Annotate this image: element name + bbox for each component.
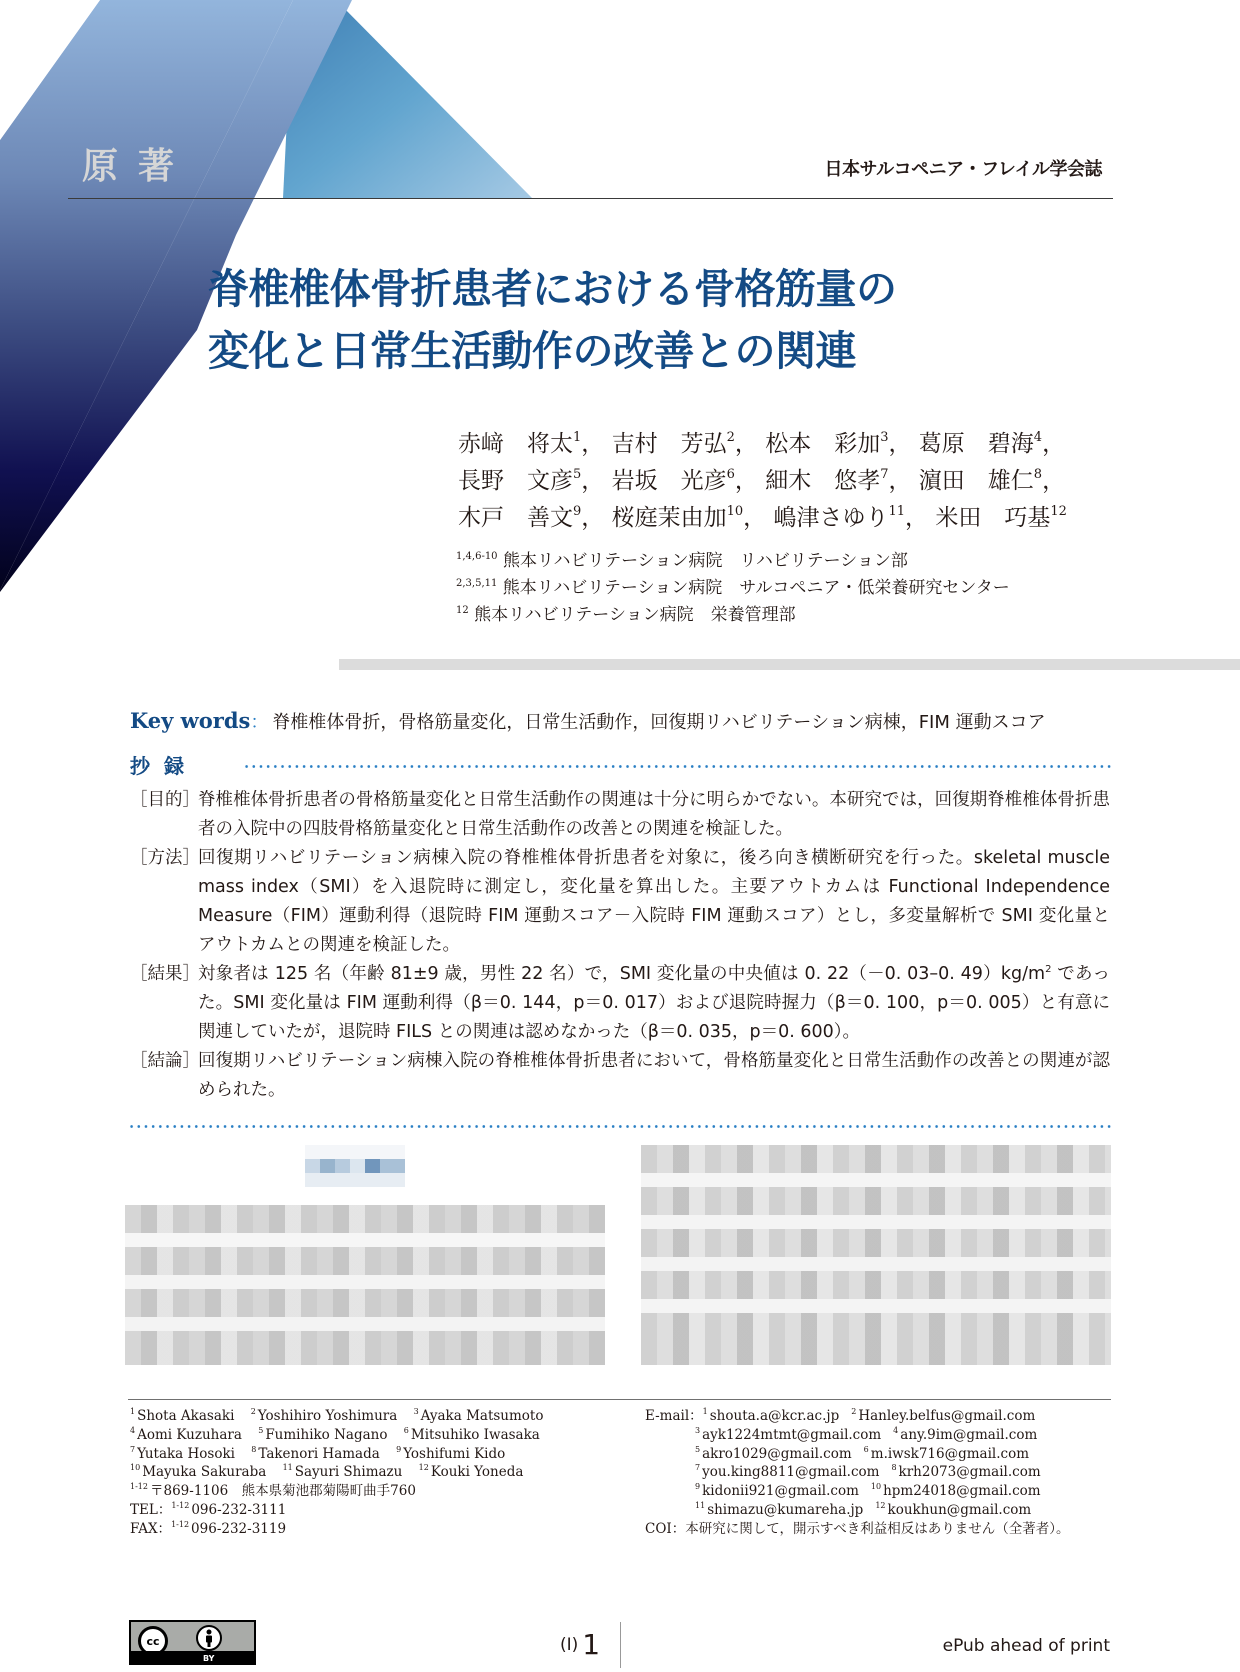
email-row: E-mail：$^1$ shouta.a@kcr.ac.jp $^2$ Hanley.belfus@gmail.com xyxy=(645,1407,1036,1424)
email-row: $^9$ kidonii921@gmail.com $^{10}$ hpm24018@gmail.com xyxy=(695,1482,1041,1500)
email-link[interactable]: any.9im@gmail.com xyxy=(900,1426,1038,1443)
attribution-person-icon xyxy=(196,1625,222,1651)
affiliation-list xyxy=(456,548,1136,629)
email-link[interactable]: kidonii921@gmail.com xyxy=(702,1483,859,1500)
redacted-english-title xyxy=(305,1145,405,1187)
author: 葛原 碧海$^4$， xyxy=(918,430,1066,457)
email-link[interactable]: Hanley.belfus@gmail.com xyxy=(858,1408,1036,1424)
footnote-name-row: $^{10}$ Mayuka Sakuraba $^{11}$ Sayuri Shimazu $^{12}$ Kouki Yoneda xyxy=(130,1463,524,1481)
dotted-divider xyxy=(128,1125,1111,1128)
email-link[interactable]: krh2073@gmail.com xyxy=(898,1464,1041,1481)
author-footnotes xyxy=(130,1407,610,1539)
title-line-1: 脊椎椎体骨折患者における骨格筋量の xyxy=(208,265,897,313)
footnote-divider xyxy=(128,1399,1111,1400)
article-category: 原著 xyxy=(82,146,195,187)
email-link[interactable]: m.iwsk716@gmail.com xyxy=(870,1445,1030,1462)
section-divider-bar xyxy=(339,659,1240,670)
email-footnotes xyxy=(645,1407,1125,1539)
cc-by-license-badge[interactable] xyxy=(129,1620,256,1665)
footnote-fax: FAX：$^{1-12}$ 096-232-3119 xyxy=(130,1519,287,1537)
email-link[interactable]: akro1029@gmail.com xyxy=(702,1445,852,1462)
title-line-2: 変化と日常生活動作の改善との関連 xyxy=(208,327,856,375)
footer-divider xyxy=(620,1622,621,1668)
keywords: Key words： 脊椎椎体骨折，骨格筋量変化，日常生活動作，回復期リハビリテーション病棟，FIM 運動スコア xyxy=(130,708,1046,733)
keywords-text: 脊椎椎体骨折，骨格筋量変化，日常生活動作，回復期リハビリテーション病棟，FIM 運動スコア xyxy=(272,712,1046,733)
by-label: BY xyxy=(203,1654,215,1663)
redacted-gap xyxy=(641,1299,1111,1313)
redacted-gap xyxy=(641,1173,1111,1187)
license-strip xyxy=(131,1651,254,1663)
email-link[interactable]: ayk1224mtmt@gmail.com xyxy=(702,1426,882,1443)
journal-name: 日本サルコペニア・フレイル学会誌 xyxy=(824,159,1102,180)
author: 桜庭茉由加$^{10}$， xyxy=(611,504,767,531)
header-divider xyxy=(68,198,1113,199)
affiliation: $^{1,4,6-10}$ 熊本リハビリテーション病院 リハビリテーション部 xyxy=(456,551,908,571)
abstract-body xyxy=(130,786,1110,1105)
author: 岩坂 光彦$^6$， xyxy=(611,467,758,494)
footnote-address: $^{1-12}$ 〒869-1106 熊本県菊池郡菊陽町曲手760 xyxy=(130,1482,416,1500)
author-row xyxy=(458,463,1118,500)
footnote-name-row: $^4$ Aomi Kuzuhara $^5$ Fumihiko Nagano $^6$ Mitsuhiko Iwasaka xyxy=(130,1425,540,1443)
author: 嶋津さゆり$^{11}$， xyxy=(773,504,928,531)
email-link[interactable]: you.king8811@gmail.com xyxy=(702,1464,880,1481)
email-row: $^3$ ayk1224mtmt@gmail.com $^4$ any.9im@gmail.com xyxy=(695,1425,1038,1443)
author: 長野 文彦$^5$， xyxy=(458,467,605,494)
abstract-section-conclusion: ［結論］ 回復期リハビリテーション病棟入院の脊椎椎体骨折患者において，骨格筋量変化と日常生活動作の改善との関連が認められた。 xyxy=(130,1051,1110,1100)
redacted-gap xyxy=(125,1275,605,1289)
article-title xyxy=(208,258,1108,382)
footnote-name-row: $^1$ Shota Akasaki $^2$ Yoshihiro Yoshimura $^3$ Ayaka Matsumoto xyxy=(130,1407,544,1424)
email-link[interactable]: shouta.a@kcr.ac.jp xyxy=(709,1408,840,1424)
affiliation: $^{12}$ 熊本リハビリテーション病院 栄養管理部 xyxy=(456,605,796,625)
email-link[interactable]: shimazu@kumareha.jp xyxy=(707,1501,864,1518)
email-row: $^5$ akro1029@gmail.com $^6$ m.iwsk716@gmail.com xyxy=(695,1444,1030,1462)
email-link[interactable]: hpm24018@gmail.com xyxy=(883,1483,1041,1500)
email-row: $^{11}$ shimazu@kumareha.jp $^{12}$ koukhun@gmail.com xyxy=(695,1500,1032,1518)
redacted-gap xyxy=(125,1233,605,1247)
author: 吉村 芳弘$^2$， xyxy=(611,430,758,457)
author-row xyxy=(458,500,1118,537)
author: 赤﨑 将太$^1$， xyxy=(458,430,605,457)
author: 細木 悠孝$^7$， xyxy=(765,467,912,494)
author: 松本 彩加$^3$， xyxy=(765,430,912,457)
redacted-gap xyxy=(125,1317,605,1331)
email-row: $^7$ you.king8811@gmail.com $^8$ krh2073@gmail.com xyxy=(695,1463,1041,1481)
author-row xyxy=(458,426,1118,463)
redacted-gap xyxy=(641,1257,1111,1271)
creative-commons-icon: cc xyxy=(138,1626,168,1656)
footnote-name-row: $^7$ Yutaka Hosoki $^8$ Takenori Hamada $^9$ Yoshifumi Kido xyxy=(130,1444,506,1462)
author: 濵田 雄仁$^8$， xyxy=(918,467,1066,494)
author: 米田 巧基$^{12}$ xyxy=(935,504,1067,531)
keywords-label: Key words xyxy=(130,708,251,733)
page-number: (I) 1 xyxy=(560,1628,601,1661)
abstract-section-methods: ［方法］ 回復期リハビリテーション病棟入院の脊椎椎体骨折患者を対象に，後ろ向き横断研究を行った。skeletal muscle mass index（SMI）を入退院時に測定し，変化量を算出した。主要アウトカムは Functional Independence Measure（FIM）運動利得（退院時 FIM 運動スコア－入院時 FIM 運動スコア）とし，多変量解析で SMI 変化量とアウトカムとの関連を検証した。 xyxy=(130,848,1110,955)
redacted-gap xyxy=(641,1215,1111,1229)
author: 木戸 善文$^9$， xyxy=(458,504,605,531)
abstract-section-purpose: ［目的］ 脊椎椎体骨折患者の骨格筋量変化と日常生活動作の関連は十分に明らかでない。本研究では，回復期脊椎椎体骨折患者の入院中の四肢骨格筋量変化と日常生活動作の改善との関連を検証した。 xyxy=(130,790,1110,839)
email-link[interactable]: koukhun@gmail.com xyxy=(887,1501,1032,1518)
footnote-tel: TEL：$^{1-12}$ 096-232-3111 xyxy=(130,1500,287,1518)
abstract-heading: 抄録 xyxy=(130,754,198,778)
author-list xyxy=(458,426,1118,537)
affiliation: $^{2,3,5,11}$ 熊本リハビリテーション病院 サルコペニア・低栄養研究センター xyxy=(456,578,1010,598)
coi-statement: COI：本研究に関して，開示すべき利益相反はありません（全著者）。 xyxy=(645,1520,1070,1537)
publication-status: ePub ahead of print xyxy=(942,1636,1110,1656)
email-label: E-mail： xyxy=(645,1408,703,1424)
dotted-divider xyxy=(243,765,1111,768)
abstract-section-results: ［結果］ 対象者は 125 名（年齢 81±9 歳，男性 22 名）で，SMI 変化量の中央値は 0. 22（－0. 03–0. $49)kg/m^2$ であった。SMI 変化量は FIM 運動利得（β＝0. 144，p＝0. 017）および退院時握力（β＝0. 100，p＝0. 005）と有意に関連していたが，退院時 FILS との関連は認めなかった（β＝0. 035，p＝0. 600）。 xyxy=(130,964,1111,1042)
